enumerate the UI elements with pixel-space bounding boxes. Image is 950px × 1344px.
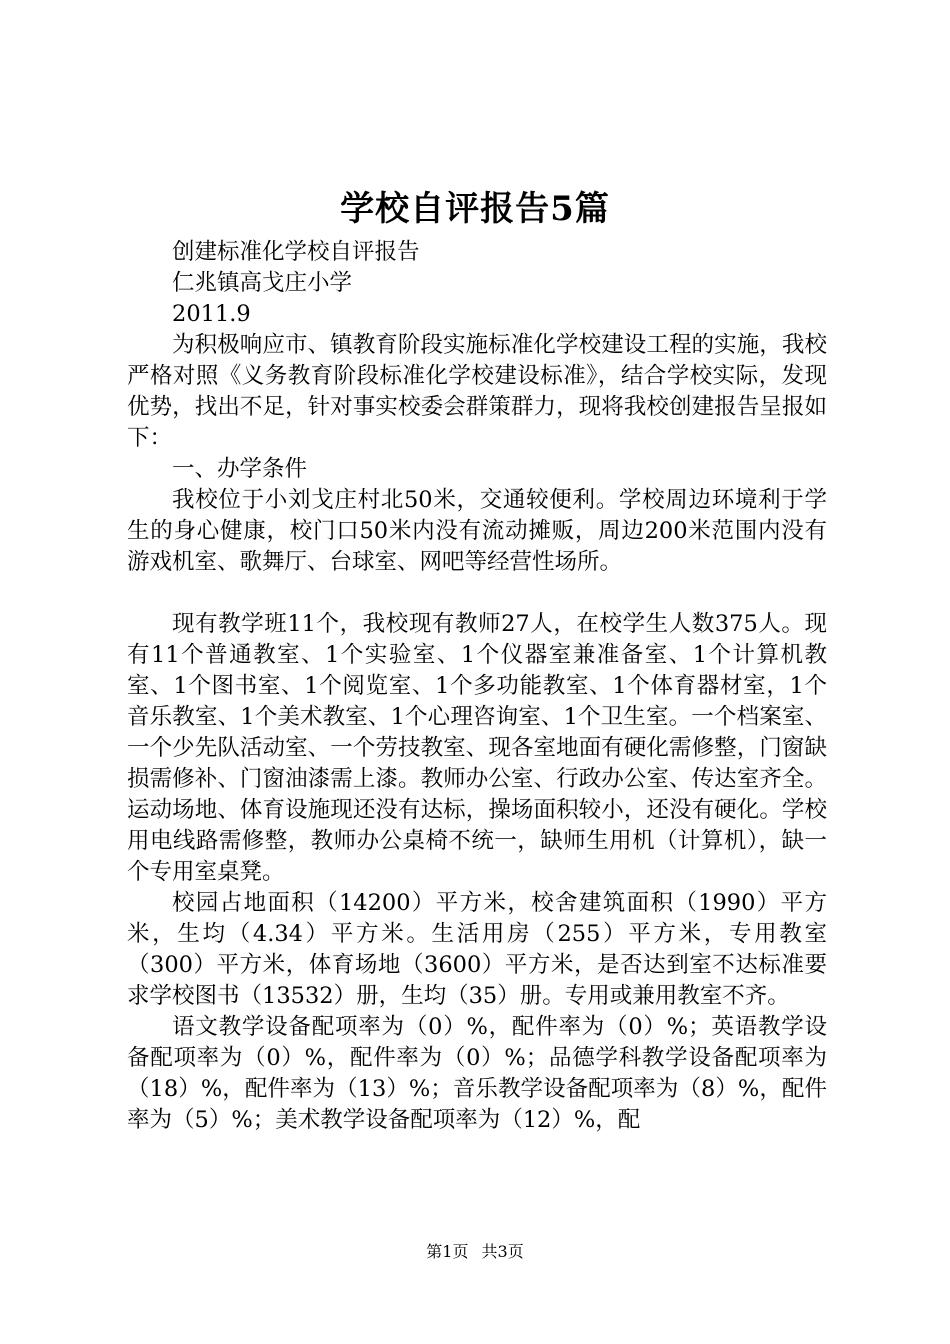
section-heading: 一、办学条件 — [172, 456, 308, 482]
document-title: 学校自评报告5篇 — [340, 189, 610, 229]
page-footer — [0, 1242, 950, 1262]
report-date: 2011.9 — [172, 301, 251, 327]
school-name: 仁兆镇高戈庄小学 — [172, 270, 353, 296]
equipment-paragraph: 语文教学设备配项率为（0）%，配件率为（0）%；英语教学设备配项率为（0）%，配件率为（0）%；品德学科教学设备配项率为（18）%，配件率为（13）%；音乐教学设备配项率为（8）%，配件率为（5）%；美术教学设备配项率为（12）%，配 — [127, 1014, 827, 1133]
page-number: 第1页 — [426, 1242, 469, 1261]
facilities-paragraph: 现有教学班11个，我校现有教师27人，在校学生人数375人。现有11个普通教室、1个实验室、1个仪器室兼准备室、1个计算机教室、1个图书室、1个阅览室、1个多功能教室、1个体育器材室，1个音乐教室、1个美术教室、1个心理咨询室、1个卫生室。一个档案室、一个少先队活动室、一个劳技教室、现各室地面有硬化需修整，门窗缺损需修补、门窗油漆需上漆。教师办公室、行政办公室、传达室齐全。运动场地、体育设施现还没有达标，操场面积较小，还没有硬化。学校用电线路需修整，教师办公桌椅不统一，缺师生用机（计算机），缺一个专用室桌凳。 — [127, 611, 827, 885]
subtitle: 创建标准化学校自评报告 — [172, 239, 420, 265]
page-total: 共3页 — [481, 1242, 524, 1261]
location-paragraph: 我校位于小刘戈庄村北50米，交通较便利。学校周边环境利于学生的身心健康，校门口50米内没有流动摊贩，周边200米范围内没有游戏机室、歌舞厅、台球室、网吧等经营性场所。 — [127, 487, 827, 575]
document-body — [127, 237, 827, 1136]
intro-paragraph: 为积极响应市、镇教育阶段实施标准化学校建设工程的实施，我校严格对照《义务教育阶段标准化学校建设标准》，结合学校实际，发现优势，找出不足，针对事实校委会群策群力，现将我校创建报告呈报如下： — [127, 332, 827, 451]
area-paragraph: 校园占地面积（14200）平方米，校舍建筑面积（1990）平方米，生均（4.34）平方米。生活用房（255）平方米，专用教室（300）平方米，体育场地（3600）平方米，是否达到室不达标准要求学校图书（13532）册，生均（35）册。专用或兼用教室不齐。 — [127, 890, 827, 1009]
